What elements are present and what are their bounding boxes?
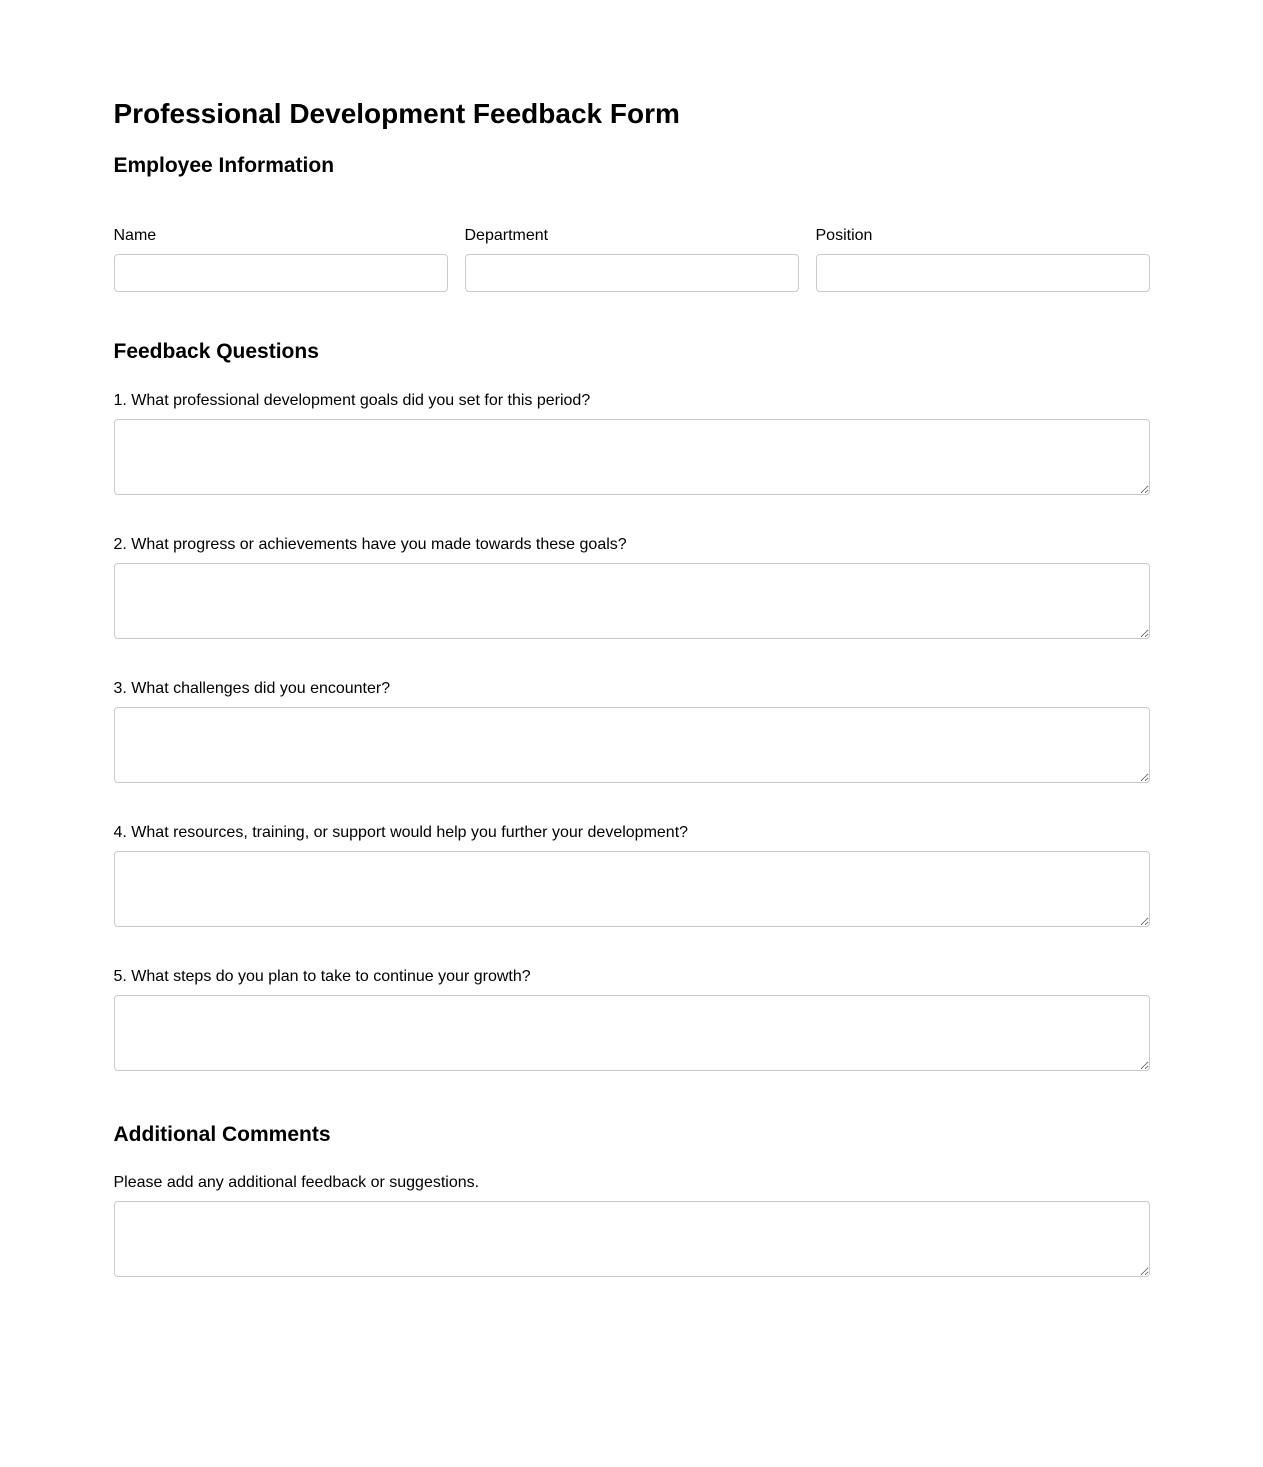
- position-label: Position: [815, 227, 873, 245]
- department-input[interactable]: [465, 254, 799, 292]
- name-field-group: [114, 226, 448, 292]
- form-container: [114, 0, 1150, 1467]
- question-1-label: 1. What professional development goals did you set for this period?: [113, 392, 591, 410]
- question-block-3: [114, 679, 1150, 783]
- feedback-questions-heading: Feedback Questions: [113, 340, 319, 364]
- question-block-4: [114, 823, 1150, 927]
- question-5-label: 5. What steps do you plan to take to continue your growth?: [113, 968, 531, 986]
- department-field-group: [465, 226, 799, 292]
- question-2-textarea[interactable]: [114, 563, 1150, 639]
- question-block-2: [114, 535, 1150, 639]
- employee-information-heading: Employee Information: [113, 154, 335, 178]
- question-block-1: [114, 391, 1150, 495]
- question-4-label: 4. What resources, training, or support would help you further your development?: [113, 824, 689, 842]
- question-3-textarea[interactable]: [114, 707, 1150, 783]
- name-label: Name: [113, 227, 157, 245]
- department-label: Department: [464, 227, 549, 245]
- position-input[interactable]: [816, 254, 1150, 292]
- page-title: Professional Development Feedback Form: [113, 98, 680, 129]
- employee-fields-row: [114, 226, 1150, 292]
- question-block-5: [114, 967, 1150, 1071]
- additional-comments-label: Please add any additional feedback or suggestions.: [113, 1174, 480, 1192]
- question-1-textarea[interactable]: [114, 419, 1150, 495]
- question-4-textarea[interactable]: [114, 851, 1150, 927]
- question-2-label: 2. What progress or achievements have you made towards these goals?: [113, 536, 627, 554]
- position-field-group: [816, 226, 1150, 292]
- question-5-textarea[interactable]: [114, 995, 1150, 1071]
- name-input[interactable]: [114, 254, 448, 292]
- additional-comments-heading: Additional Comments: [113, 1123, 331, 1147]
- additional-comments-block: [114, 1173, 1150, 1277]
- question-3-label: 3. What challenges did you encounter?: [113, 680, 391, 698]
- additional-comments-textarea[interactable]: [114, 1201, 1150, 1277]
